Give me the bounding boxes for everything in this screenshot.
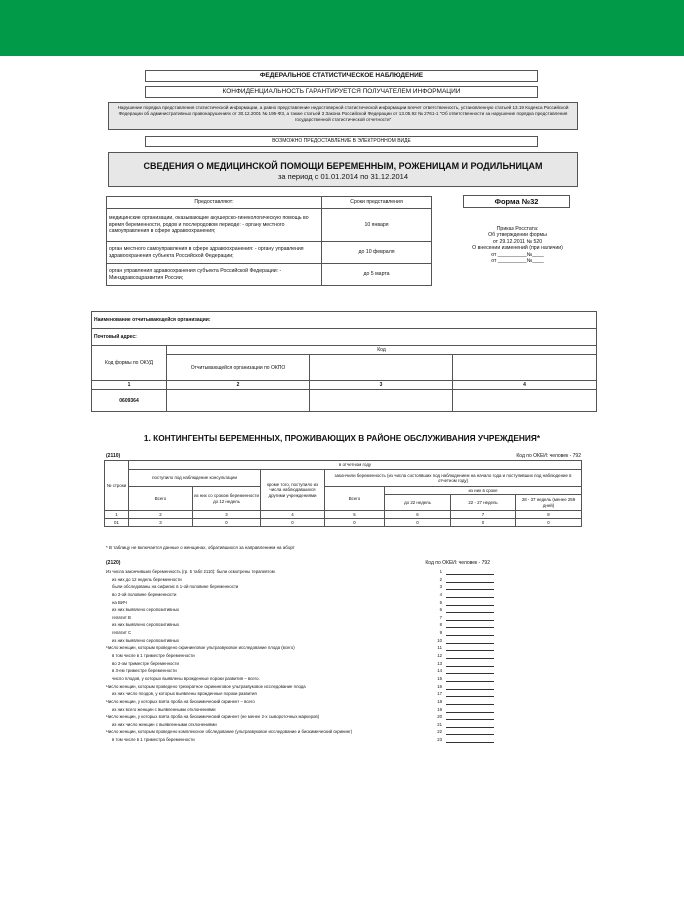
report-year-header: в отчетном году — [129, 461, 582, 470]
okpo-label: Отчитывающейся организации по ОКПО — [167, 355, 310, 381]
code-field[interactable] — [453, 390, 597, 412]
indicator-line-number: 16 — [437, 683, 442, 689]
column-number: 4 — [261, 511, 325, 519]
indicator-line-number: 2 — [439, 576, 442, 582]
report-title-box — [108, 152, 578, 187]
section-1-title: 1. КОНТИНГЕНТЫ БЕРЕМЕННЫХ, ПРОЖИВАЮЩИХ В РАЙОНЕ ОБСЛУЖИВАНИЯ УЧРЕЖДЕНИЯ* — [143, 433, 541, 443]
indicator-line-number: 11 — [437, 645, 442, 651]
data-cell[interactable]: 3 — [129, 519, 193, 527]
submitter-cell: орган управления здравоохранения субъекта Российской Федерации: - Минздравсоцразвития России; — [107, 264, 322, 286]
electronic-submission-banner: ВОЗМОЖНО ПРЕДОСТАВЛЕНИЕ В ЭЛЕКТРОННОМ ВИДЕ — [145, 136, 538, 147]
finished-pregnancy-header: закончили беременность (из числа состоявших под наблюдением на начало года и поступивших под наблюдение в отчетном году) — [325, 470, 582, 487]
okei-2120: Код по ОКЕИ: человек - 792 — [425, 560, 490, 566]
okei-2110: Код по ОКЕИ: человек - 792 — [516, 453, 581, 459]
indicator-line-number: 13 — [437, 660, 442, 666]
indicator-label: Число женщин, которым проведено скрининговое ультразвуковое исследование плода (всего) — [106, 645, 295, 651]
indicator-row — [106, 728, 496, 736]
indicator-line-number: 22 — [437, 729, 442, 735]
data-cell[interactable]: 0 — [385, 519, 451, 527]
indicator-line-number: 5 — [439, 599, 442, 605]
indicator-label: Из числа закончивших беременность (гр. 5 табл 2110): были осмотрены терапевтом — [106, 569, 275, 574]
indicator-row — [106, 606, 496, 614]
indicator-label: гепатит B — [112, 614, 131, 620]
data-cell: 01 — [105, 519, 129, 527]
indicator-row — [106, 667, 496, 675]
column-number: 5 — [325, 511, 385, 519]
indicator-row — [106, 568, 496, 576]
indicator-label: в том числе в 1 триместра беременности — [112, 737, 195, 743]
code-field[interactable] — [310, 390, 453, 412]
indicator-line-number: 17 — [437, 691, 442, 697]
indicator-row — [106, 698, 496, 706]
top-banner — [0, 0, 684, 56]
report-title: СВЕДЕНИЯ О МЕДИЦИНСКОЙ ПОМОЩИ БЕРЕМЕННЫМ, РОЖЕНИЦАМ И РОДИЛЬНИЦАМ — [143, 161, 543, 171]
indicator-label: в 3-ем триместре беременности — [112, 668, 177, 674]
indicator-row — [106, 660, 496, 668]
indicator-label: гепатит C — [112, 630, 132, 636]
code-label: Код — [167, 346, 597, 355]
indicator-label: из них всего женщин с выявленными отклонениями — [112, 706, 216, 712]
column-number: 6 — [385, 511, 451, 519]
indicator-label: во 2-ом триместре беременности — [112, 660, 179, 666]
indicator-line-number: 20 — [437, 714, 442, 720]
indicator-line-number: 8 — [439, 622, 442, 628]
indicator-row — [106, 614, 496, 622]
indicator-label: Число женщин, которым проведено комплексное обследование (ультразвуковое исследование и биохимический скрининг) — [106, 729, 353, 735]
indicator-label: были обследованы на сифилис в 1-ой половине беременности — [112, 584, 239, 590]
indicator-line-number: 3 — [439, 584, 442, 590]
org-name-field[interactable]: Наименование отчитывающейся организации: — [92, 312, 597, 329]
indicator-value-field[interactable] — [446, 742, 494, 743]
submitter-cell: медицинские организации, оказывающие акушерско-гинекологическую помощь во время беременности, родов и послеродовом периоде: - органу местного самоуправления в сфере здравоохранения; — [107, 209, 322, 242]
indicator-label: из них выявлено серопозитивных — [112, 607, 180, 613]
indicator-row — [106, 576, 496, 584]
order-line: Об утверждении формы — [488, 232, 547, 239]
confidentiality-banner: КОНФИДЕНЦИАЛЬНОСТЬ ГАРАНТИРУЕТСЯ ПОЛУЧАТЕЛЕМ ИНФОРМАЦИИ — [145, 86, 538, 98]
indicator-label: из них число женщин с выявленными отклонениями — [112, 721, 217, 727]
okud-label: Код формы по ОКУД — [92, 346, 167, 381]
indicator-label: Число женщин, у которых взята проба на биохимический скринент (не менее 2-х сывороточных маркеров) — [106, 714, 320, 720]
okud-value: 0609364 — [92, 390, 167, 412]
data-cell[interactable]: 0 — [325, 519, 385, 527]
okpo-value-field[interactable] — [167, 390, 310, 412]
indicator-label: из них число плодов, у которых выявлены врожденные пороки развития — [112, 691, 257, 697]
indicator-row — [106, 621, 496, 629]
column-number: 3 — [193, 511, 261, 519]
footnote: * В таблицу не включается данные о женщинах, обратившихся за направлением на аборт — [106, 545, 295, 550]
indicator-row — [106, 652, 496, 660]
indicator-row — [106, 629, 496, 637]
indicator-line-number: 18 — [437, 698, 442, 704]
indicator-line-number: 15 — [437, 675, 442, 681]
indicator-line-number: 6 — [439, 607, 442, 613]
order-info — [455, 226, 580, 264]
order-line: от __________№____ — [491, 251, 544, 258]
submitter-cell: орган местного самоуправления в сфере здравоохранения: - органу управления здравоохранения субъекта Российской Федерации; — [107, 242, 322, 264]
column-number: 1 — [105, 511, 129, 519]
indicator-label: в том числе в 1 триместре беременности — [112, 653, 195, 659]
column-number: 3 — [310, 381, 453, 390]
violation-notice: Нарушение порядка представления статистической информации, а равно представление недостоверной статистической информации влечет ответственность, установленную статьей 13.19 Кодекса Российской Федерации об административных правонарушениях от 30.12.2001 № 195-ФЗ, а также статьей 3 Закона Российской Федерации от 13.05.92 № 2761-1 "Об ответственности за нарушение порядка представления государственной статистической отчетности" — [108, 102, 578, 130]
total-header: Всего — [325, 487, 385, 511]
submission-table — [106, 196, 432, 286]
form-number: Форма №32 — [463, 195, 570, 208]
column-number: 8 — [516, 511, 582, 519]
indicator-label: из них до 12 недель беременности — [112, 576, 182, 582]
indicator-line-number: 19 — [437, 706, 442, 712]
indicator-row — [106, 599, 496, 607]
indicators-list — [106, 568, 496, 744]
weeks-28-37-header: 28 - 37 недель (менее 259 дней) — [516, 495, 582, 511]
indicator-row — [106, 721, 496, 729]
indicator-line-number: 21 — [437, 721, 442, 727]
indicator-line-number: 1 — [439, 569, 442, 574]
column-number: 7 — [451, 511, 516, 519]
indicator-label: во 2-ой половине беременности — [112, 591, 177, 597]
order-line: О внесении изменений (при наличии) — [472, 245, 563, 252]
column-number: 2 — [167, 381, 310, 390]
indicator-label: на ВИЧ — [112, 599, 127, 605]
column-number: 4 — [453, 381, 597, 390]
table-code-2120: (2120) — [106, 560, 121, 566]
order-line: от 29.12.2011 № 520 — [492, 238, 543, 245]
indicator-row — [106, 591, 496, 599]
data-cell[interactable]: 0 — [193, 519, 261, 527]
table-code-2110: (2110) — [106, 453, 121, 459]
under-observation-header: поступило под наблюдение консультации — [129, 470, 261, 487]
data-cell[interactable]: 0 — [451, 519, 516, 527]
upto-22-weeks-header: до 22 недель — [385, 495, 451, 511]
indicator-line-number: 7 — [439, 614, 442, 620]
indicator-label: из них выявлено серопозитивных — [112, 622, 180, 628]
indicator-label: число плодов, у которых выявлены врожденные пороки развития – всего. — [112, 675, 260, 681]
indicator-row — [106, 675, 496, 683]
indicator-label: Число женщин, у которых взята проба на биохимический скринент – всего — [106, 698, 255, 704]
total-header: Всего — [129, 487, 193, 511]
indicator-line-number: 4 — [439, 591, 442, 597]
indicator-row — [106, 644, 496, 652]
indicator-row — [106, 637, 496, 645]
indicator-line-number: 9 — [439, 630, 442, 636]
indicator-row — [106, 736, 496, 744]
submitters-header: Предоставляют: — [107, 197, 322, 209]
order-line: от __________№____ — [491, 258, 544, 265]
indicator-line-number: 14 — [437, 668, 442, 674]
blank-cell — [310, 355, 453, 381]
deadline-header: Сроки представления — [322, 197, 432, 209]
organization-table — [91, 311, 597, 412]
indicator-label: Число женщин, которым проведено трехкратное скрининговое ультразвуковое исследование плода — [106, 683, 306, 689]
row-number-header: № строки — [105, 461, 129, 511]
indicator-line-number: 10 — [437, 637, 442, 643]
indicator-row — [106, 683, 496, 691]
incl-term-header: из них в сроке — [385, 487, 582, 495]
deadline-cell: до 5 марта — [322, 264, 432, 286]
blank-cell — [453, 355, 597, 381]
besides-header: кроме того, поступило из числа наблюдавшихся другими учреждениями — [261, 470, 325, 511]
indicator-row — [106, 713, 496, 721]
indicator-line-number: 23 — [437, 737, 442, 743]
indicator-row — [106, 706, 496, 714]
column-number: 1 — [92, 381, 167, 390]
column-number: 2 — [129, 511, 193, 519]
indicator-line-number: 12 — [437, 653, 442, 659]
contingents-table — [104, 460, 582, 527]
postal-address-field[interactable]: Почтовый адрес: — [92, 329, 597, 346]
deadline-cell: 10 января — [322, 209, 432, 242]
upto-12-weeks-header: из них со сроком беременности до 12 недель — [193, 487, 261, 511]
data-cell[interactable]: 0 — [516, 519, 582, 527]
indicator-row — [106, 583, 496, 591]
indicator-label: из них выявлено серопозитивных — [112, 637, 180, 643]
data-cell[interactable]: 0 — [261, 519, 325, 527]
federal-observation-banner: ФЕДЕРАЛЬНОЕ СТАТИСТИЧЕСКОЕ НАБЛЮДЕНИЕ — [145, 70, 538, 82]
order-line: Приказ Росстата: — [496, 226, 539, 232]
indicator-row — [106, 690, 496, 698]
deadline-cell: до 10 февраля — [322, 242, 432, 264]
weeks-22-27-header: 22 - 27 недель — [451, 495, 516, 511]
report-period: за период с 01.01.2014 по 31.12.2014 — [277, 172, 409, 181]
